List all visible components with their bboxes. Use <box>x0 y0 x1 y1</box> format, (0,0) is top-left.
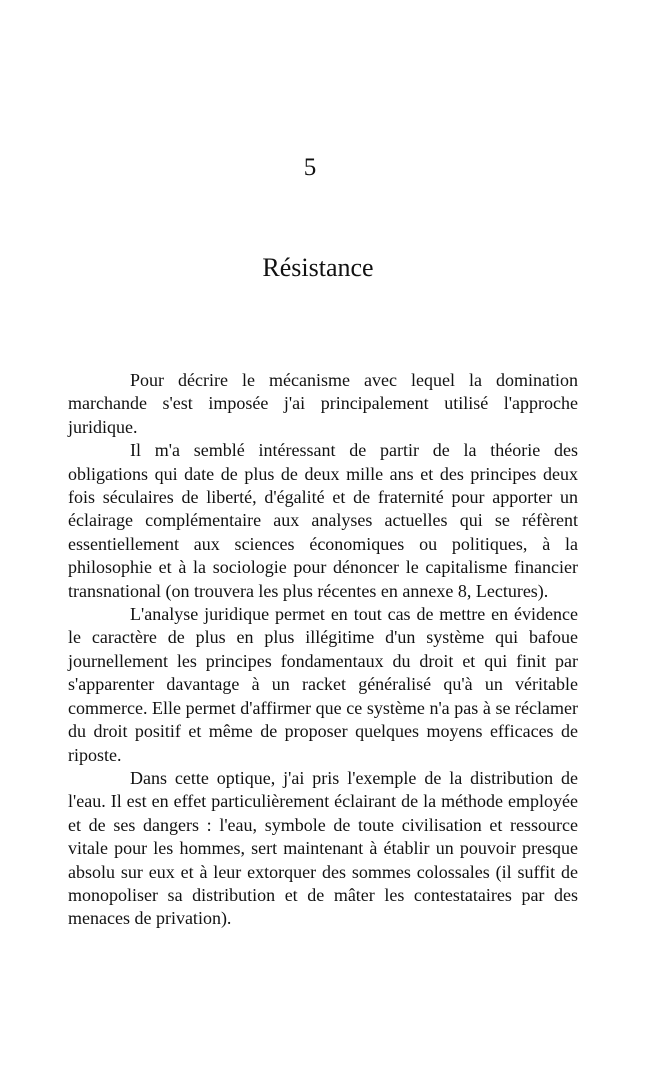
paragraph: Pour décrire le mécanisme avec lequel la domination marchande s'est imposée j'ai principalement utilisé l'approche juridique. <box>68 370 578 437</box>
paragraph: Il m'a semblé intéressant de partir de la théorie des obligations qui date de plus de deux mille ans et des principes deux fois séculaires de liberté, d'égalité et de fraternité pour apporter un éclairage complémentaire aux analyses actuelles qui se réfèrent essentiellement aux sciences économiques ou politiques, à la philosophie et à la sociologie pour dénoncer le capitalisme financier transnational (on trouvera les plus récentes en annexe 8, Lectures). <box>68 440 578 601</box>
paragraph: Dans cette optique, j'ai pris l'exemple de la distribution de l'eau. Il est en effet particulièrement éclairant de la méthode employée et de ses dangers : l'eau, symbole de toute civilisation et ressource vitale pour les hommes, sert maintenant à établir un pouvoir presque absolu sur eux et à leur extorquer des sommes colossales (il suffit de monopoliser sa distribution et de mâter les contestataires par des menaces de privation). <box>68 767 578 929</box>
chapter-title: Résistance <box>262 253 374 282</box>
paragraph: L'analyse juridique permet en tout cas de mettre en évidence le caractère de plus en plus illégitime d'un système qui bafoue journellement les principes fondamentaux du droit et qui finit par s'apparenter davantage à un racket généralisé qu'à un véritable commerce. Elle permet d'affirmer que ce système n'a pas à se réclamer du droit positif et même de proposer quelques moyens efficaces de riposte. <box>68 604 578 765</box>
chapter-number: 5 <box>303 154 317 181</box>
chapter-body <box>68 369 578 931</box>
